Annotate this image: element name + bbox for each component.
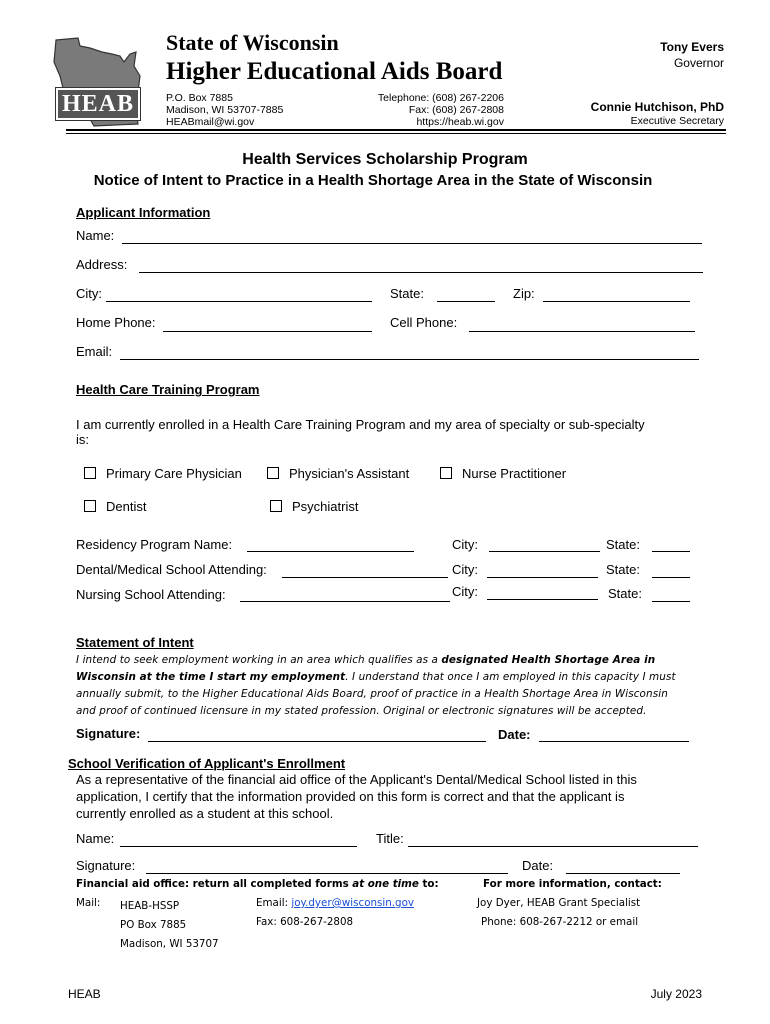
board-contact: Telephone: (608) 267-2206 Fax: (608) 267-2808 https://heab.wi.gov (377, 92, 504, 128)
header-rule-thin (66, 133, 726, 134)
checkbox-dentist[interactable] (84, 500, 96, 512)
verification-signature-label: Signature: (76, 858, 136, 873)
option-physician-assistant-label: Physician's Assistant (289, 466, 410, 481)
residency-city-label: City: (452, 537, 478, 552)
zip-label: Zip: (513, 286, 535, 301)
training-intro-1: I am currently enrolled in a Health Care Training Program and my area of specialty or sub-specialty (76, 417, 645, 432)
nursing-city-label: City: (452, 584, 478, 599)
header-rule (66, 129, 726, 131)
zip-input-line[interactable] (543, 301, 690, 302)
dental-state-label: State: (606, 562, 640, 577)
state-name: State of Wisconsin (166, 30, 339, 55)
dental-city-label: City: (452, 562, 478, 577)
intent-signature-label: Signature: (76, 726, 141, 741)
dental-city-input-line[interactable] (487, 577, 598, 578)
checkbox-nurse-practitioner[interactable] (440, 467, 452, 479)
home-phone-label: Home Phone: (76, 315, 156, 330)
name-input-line[interactable] (122, 243, 702, 244)
contact-phone: Phone: 608-267-2212 or email (481, 916, 639, 928)
nursing-label: Nursing School Attending: (76, 587, 226, 602)
contact-name: Joy Dyer, HEAB Grant Specialist (477, 897, 641, 909)
option-dentist-label: Dentist (106, 499, 147, 514)
verification-heading: School Verification of Applicant's Enrollment (68, 756, 346, 771)
residency-state-label: State: (606, 537, 640, 552)
state-input-line[interactable] (437, 301, 495, 302)
governor-title: Governor (673, 56, 724, 70)
verification-line-2: application, I certify that the information provided on this form is correct and that the applicant is (76, 789, 625, 804)
intent-heading: Statement of Intent (76, 635, 194, 650)
checkbox-physician-assistant[interactable] (267, 467, 279, 479)
intent-date-line[interactable] (539, 741, 689, 742)
checkbox-primary-care[interactable] (84, 467, 96, 479)
intent-signature-line[interactable] (148, 741, 486, 742)
dental-medical-input-line[interactable] (282, 577, 448, 578)
nursing-state-input-line[interactable] (652, 601, 690, 602)
residency-input-line[interactable] (247, 551, 414, 552)
secretary-name: Connie Hutchison, PhD (590, 100, 724, 114)
heab-logo-text: HEAB (56, 88, 140, 120)
city-label: City: (76, 286, 102, 301)
intent-line-4: and proof of continued licensure in my stated profession. Original or electronic signatures will be accepted. (76, 705, 647, 717)
dental-state-input-line[interactable] (652, 577, 690, 578)
intent-line-2: Wisconsin at the time I start my employment. I understand that once I am employed in this capacity I must (76, 671, 676, 683)
verification-line-3: currently enrolled as a student at this school. (76, 806, 334, 821)
board-address: P.O. Box 7885 Madison, WI 53707-7885 HEABmail@wi.gov (166, 92, 284, 128)
nursing-city-input-line[interactable] (487, 599, 598, 600)
verification-signature-line[interactable] (146, 873, 508, 874)
address-input-line[interactable] (139, 272, 703, 273)
option-nurse-practitioner-label: Nurse Practitioner (462, 466, 567, 481)
return-heading: Financial aid office: return all completed forms at one time to: (76, 878, 439, 890)
footer-date: July 2023 (650, 987, 702, 1001)
option-primary-care-label: Primary Care Physician (106, 466, 242, 481)
cell-phone-label: Cell Phone: (390, 315, 458, 330)
verification-title-line[interactable] (408, 846, 698, 847)
checkbox-psychiatrist[interactable] (270, 500, 282, 512)
program-title: Health Services Scholarship Program (242, 151, 528, 168)
verification-name-line[interactable] (120, 846, 357, 847)
residency-city-input-line[interactable] (489, 551, 600, 552)
intent-line-1: I intend to seek employment working in an area which qualifies as a designated Health Shortage Area in (76, 654, 656, 666)
home-phone-input-line[interactable] (163, 331, 372, 332)
option-psychiatrist-label: Psychiatrist (292, 499, 359, 514)
residency-label: Residency Program Name: (76, 537, 233, 552)
cell-phone-input-line[interactable] (469, 331, 695, 332)
footer-left: HEAB (68, 987, 101, 1001)
mail-label: Mail: (76, 897, 101, 909)
address-label: Address: (76, 257, 128, 272)
training-heading: Health Care Training Program (76, 382, 260, 397)
training-intro-2: is: (76, 432, 89, 447)
email-label: Email: (76, 344, 113, 359)
name-label: Name: (76, 228, 115, 243)
intent-date-label: Date: (498, 727, 531, 742)
residency-state-input-line[interactable] (652, 551, 690, 552)
verification-date-label: Date: (522, 858, 554, 873)
secretary-title: Executive Secretary (630, 115, 724, 127)
mail-address: HEAB-HSSP PO Box 7885 Madison, WI 53707 (120, 900, 219, 950)
board-name: Higher Educational Aids Board (166, 58, 503, 85)
verification-line-1: As a representative of the financial aid office of the Applicant's Dental/Medical School listed in this (76, 772, 637, 787)
applicant-heading: Applicant Information (76, 205, 211, 220)
dental-medical-label: Dental/Medical School Attending: (76, 562, 267, 577)
governor-name: Tony Evers (660, 40, 724, 54)
return-email: Email: joy.dyer@wisconsin.gov (256, 897, 414, 909)
verification-title-label: Title: (376, 831, 404, 846)
more-info-heading: For more information, contact: (483, 878, 662, 890)
intent-line-3: annually submit, to the Higher Educational Aids Board, proof of practice in a Health Shortage Area in Wisconsin (76, 688, 668, 700)
nursing-state-label: State: (608, 586, 642, 601)
email-input-line[interactable] (120, 359, 699, 360)
state-label: State: (390, 286, 424, 301)
verification-name-label: Name: (76, 831, 115, 846)
return-fax: Fax: 608-267-2808 (256, 916, 354, 928)
verification-date-line[interactable] (566, 873, 680, 874)
city-input-line[interactable] (106, 301, 372, 302)
contact-email-link[interactable]: joy.dyer@wisconsin.gov (291, 897, 414, 909)
nursing-input-line[interactable] (240, 601, 450, 602)
notice-title: Notice of Intent to Practice in a Health Shortage Area in the State of Wisconsin (93, 172, 653, 189)
